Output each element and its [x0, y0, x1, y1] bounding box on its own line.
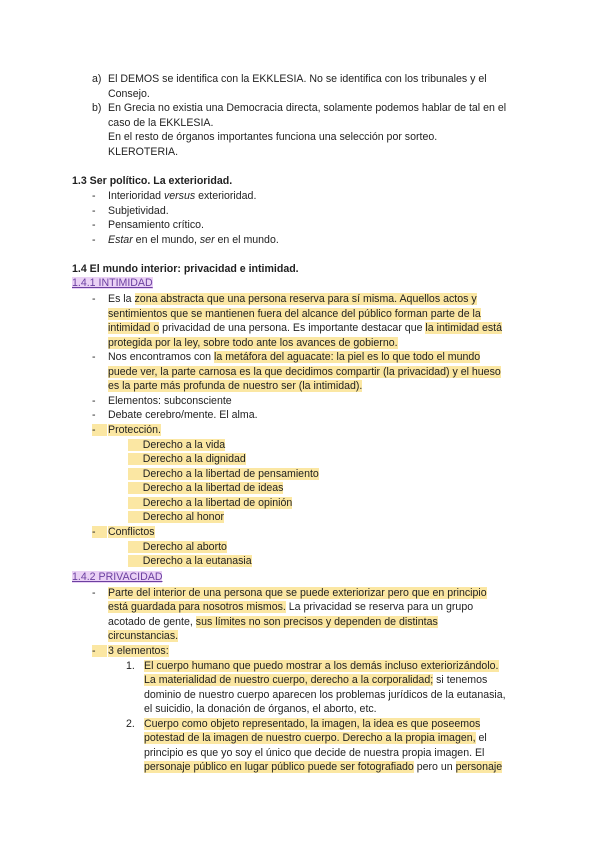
dash: - [92, 526, 108, 538]
paragraph-line: circunstancias. [108, 630, 179, 642]
item-b-line1: En Grecia no existia una Democracia directa, solamente podemos hablar de tal en el [108, 102, 507, 114]
paragraph-line: Parte del interior de una persona que se puede exteriorizar pero que en principio [108, 587, 487, 599]
section-1-4-heading: 1.4 El mundo interior: privacidad e intimidad. [72, 263, 299, 275]
list-item: Conflictos [108, 526, 155, 538]
paragraph-line: El cuerpo humano que puedo mostrar a los demás incluso exteriorizándolo. [144, 660, 499, 672]
list-item: Debate cerebro/mente. El alma. [108, 409, 258, 421]
paragraph-line: protegida por la ley, sobre todo ante los avances de gobierno. [108, 337, 398, 349]
dash: - [92, 219, 96, 231]
right-item: Derecho a la libertad de pensamiento [128, 467, 319, 481]
list-item: Protección. [108, 424, 161, 436]
subsection-privacidad-heading: 1.4.2 PRIVACIDAD [72, 571, 163, 583]
paragraph-line: dominio de nuestro cuerpo aparecen los problemas jurídicos de la eutanasia, [144, 689, 506, 701]
list-item: Pensamiento crítico. [108, 219, 204, 231]
dash: - [92, 645, 108, 657]
paragraph-line: intimidad o privacidad de una persona. Es importante destacar que la intimidad está [108, 322, 502, 334]
list-item: Subjetividad. [108, 205, 169, 217]
item-a-line2: Consejo. [108, 88, 150, 100]
right-item: Derecho a la libertad de opinión [128, 496, 292, 510]
dash: - [92, 190, 96, 202]
paragraph-line: Nos encontramos con la metáfora del aguacate: la piel es lo que todo el mundo [108, 351, 481, 363]
dash: - [92, 424, 108, 436]
item-label-b: b) [92, 102, 102, 114]
dash: - [92, 395, 96, 407]
item-a-line1: El DEMOS se identifica con la EKKLESIA. No se identifica con los tribunales y el [108, 73, 487, 85]
paragraph-line: acotado de gente, sus límites no son precisos y dependen de distintas [108, 616, 438, 628]
list-item: 3 elementos: [108, 645, 169, 657]
list-item: Estar en el mundo, ser en el mundo. [108, 234, 279, 246]
numbered-label: 2. [126, 718, 135, 730]
paragraph-line: potestad de la imagen de nuestro cuerpo. Derecho a la propia imagen, el [144, 732, 487, 744]
right-item: Derecho a la dignidad [128, 452, 246, 466]
paragraph-line: La materialidad de nuestro cuerpo, derecho a la corporalidad; si tenemos [144, 674, 488, 686]
dash: - [92, 205, 96, 217]
dash: - [92, 293, 96, 305]
subsection-intimidad-heading: 1.4.1 INTIMIDAD [72, 277, 153, 289]
right-item: Derecho al honor [128, 510, 224, 524]
section-1-3-heading: 1.3 Ser político. La exterioridad. [72, 175, 233, 187]
numbered-label: 1. [126, 660, 135, 672]
dash: - [92, 351, 96, 363]
paragraph-line: Es la zona abstracta que una persona reserva para sí misma. Aquellos actos y [108, 293, 477, 305]
right-item: Derecho a la vida [128, 438, 225, 452]
paragraph-line: Cuerpo como objeto representado, la imagen, la idea es que poseemos [144, 718, 481, 730]
item-b-line2: caso de la EKKLESIA. [108, 117, 214, 129]
conflict-item: Derecho al aborto [128, 540, 227, 554]
conflict-item: Derecho a la eutanasia [128, 554, 252, 568]
paragraph-line: sentimientos que se mantienen fuera del alcance del público forman parte de la [108, 308, 481, 320]
item-label-a: a) [92, 73, 102, 85]
item-b-line4: KLEROTERIA. [108, 146, 179, 158]
dash: - [92, 409, 96, 421]
paragraph-line: está guardada para nosotros mismos. La privacidad se reserva para un grupo [108, 601, 474, 613]
dash: - [92, 234, 96, 246]
item-b-line3: En el resto de órganos importantes funciona una selección por sorteo. [108, 131, 438, 143]
paragraph-line: puede ver, la parte carnosa es la que decidimos compartir (la privacidad) y el hueso [108, 366, 501, 378]
list-item: Interioridad versus exterioridad. [108, 190, 257, 202]
paragraph-line: personaje público en lugar público puede ser fotografiado pero un personaje [144, 761, 503, 773]
paragraph-line: es la parte más profunda de nuestro ser (la intimidad). [108, 380, 363, 392]
right-item: Derecho a la libertad de ideas [128, 481, 283, 495]
paragraph-line: principio es que yo soy el único que decide de nuestra propia imagen. El [144, 747, 485, 759]
list-item: Elementos: subconsciente [108, 395, 232, 407]
paragraph-line: el suicidio, la donación de órganos, el aborto, etc. [144, 703, 377, 715]
dash: - [92, 587, 96, 599]
